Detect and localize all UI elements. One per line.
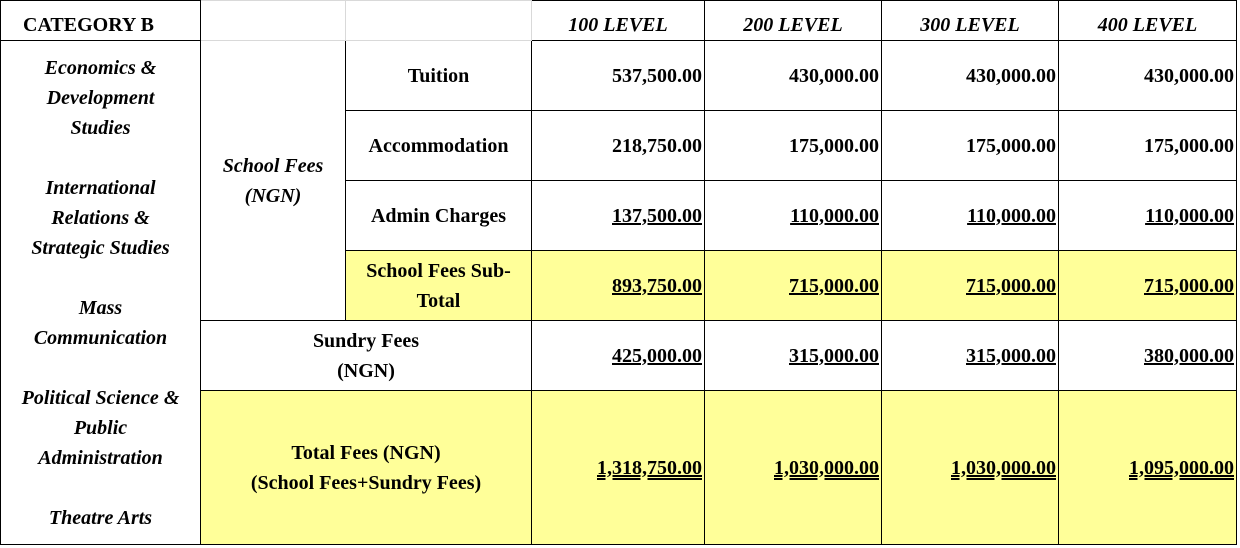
subtotal-value: 893,750.00 [532, 251, 705, 321]
level-header-400: 400 LEVEL [1059, 1, 1237, 41]
row-label-subtotal: School Fees Sub- Total [346, 251, 532, 321]
sundry-value: 315,000.00 [705, 321, 882, 391]
subtotal-value: 715,000.00 [705, 251, 882, 321]
sundry-value: 425,000.00 [532, 321, 705, 391]
department-line: Theatre Arts [48, 507, 153, 529]
category-label: CATEGORY B [1, 1, 201, 41]
value-cell: 175,000.00 [882, 111, 1059, 181]
level-header-300: 300 LEVEL [882, 1, 1059, 41]
department-line: Public [73, 417, 128, 439]
school-fees-group-label: School Fees (NGN) [201, 41, 346, 321]
sundry-value: 380,000.00 [1059, 321, 1237, 391]
row-label-admin-charges: Admin Charges [346, 181, 532, 251]
level-header-100: 100 LEVEL [532, 1, 705, 41]
row-label-accommodation: Accommodation [346, 111, 532, 181]
header-row [1, 1, 1237, 41]
department-line: Political Science & [21, 387, 180, 409]
total-value: 1,095,000.00 [1059, 391, 1237, 545]
department-line: Economics & [44, 57, 157, 79]
value-cell: 175,000.00 [1059, 111, 1237, 181]
value-cell: 218,750.00 [532, 111, 705, 181]
department-line: International [45, 177, 156, 199]
value-cell: 430,000.00 [705, 41, 882, 111]
value-cell: 110,000.00 [882, 181, 1059, 251]
table-row [1, 41, 1237, 111]
level-header-200: 200 LEVEL [705, 1, 882, 41]
department-line: Strategic Studies [31, 237, 170, 259]
value-cell: 110,000.00 [1059, 181, 1237, 251]
value-cell: 137,500.00 [532, 181, 705, 251]
subtotal-value: 715,000.00 [882, 251, 1059, 321]
total-value: 1,030,000.00 [705, 391, 882, 545]
row-label-sundry: Sundry Fees (NGN) [201, 321, 532, 391]
department-line: Communication [33, 327, 168, 349]
department-list [1, 41, 201, 545]
row-label-total: Total Fees (NGN) (School Fees+Sundry Fees) [201, 391, 532, 545]
total-value: 1,318,750.00 [532, 391, 705, 545]
total-value: 1,030,000.00 [882, 391, 1059, 545]
department-line: Mass [78, 297, 123, 319]
value-cell: 175,000.00 [705, 111, 882, 181]
empty-header-cell [201, 1, 346, 41]
department-line: Administration [38, 447, 163, 469]
sundry-value: 315,000.00 [882, 321, 1059, 391]
value-cell: 537,500.00 [532, 41, 705, 111]
subtotal-value: 715,000.00 [1059, 251, 1237, 321]
empty-header-cell [346, 1, 532, 41]
row-label-tuition: Tuition [346, 41, 532, 111]
value-cell: 430,000.00 [882, 41, 1059, 111]
department-line: Relations & [51, 207, 150, 229]
value-cell: 430,000.00 [1059, 41, 1237, 111]
department-line: Studies [70, 117, 131, 139]
department-line: Development [46, 87, 155, 109]
value-cell: 110,000.00 [705, 181, 882, 251]
